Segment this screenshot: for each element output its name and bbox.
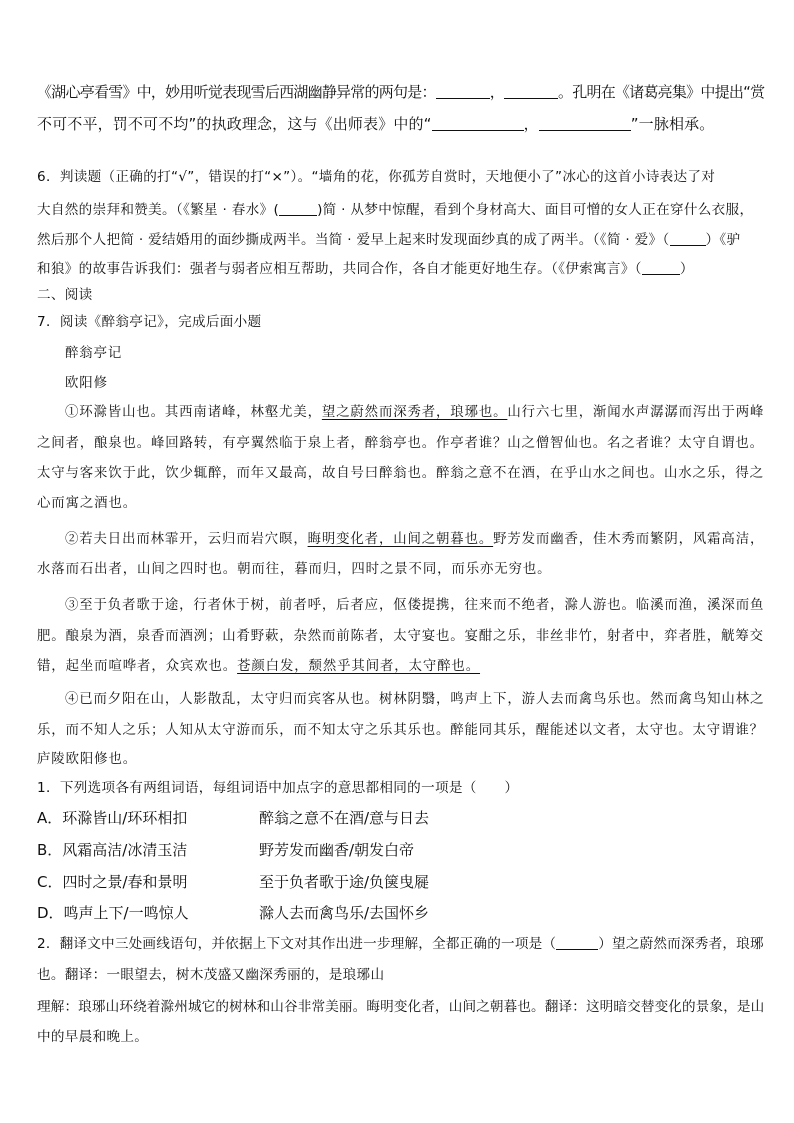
q6-line-2: 大自然的崇拜和赞美。（《繁星 · 春水》( )简 · 从梦中惊醒，看到个身材高大、面目可憎的女人正在穿什么衣服，	[37, 202, 754, 218]
question-text: ”一脉相承。	[630, 115, 715, 133]
underlined-sentence: 晦明变化者，山间之朝暮也。	[307, 532, 494, 547]
essay-p2-line: 水落而石出者，山间之四时也。朝而往，暮而归，四时之景不同，而乐亦无穷也。	[37, 562, 552, 577]
essay-author: 欧阳修	[65, 376, 108, 391]
answer-blank[interactable]	[539, 116, 631, 131]
option-b[interactable]: B．风霜高洁/冰清玉洁 野芳发而幽香/朝发白帝	[37, 841, 415, 859]
essay-p1-line: ①环滁皆山也。其西南诸峰，林壑尤美，望之蔚然而深秀者，琅琊也。山行六七里，渐闻水声潺潺而泻出于两峰	[65, 405, 765, 420]
question-text: 《湖心亭看雪》中，妙用听觉表现雪后西湖幽静异常的两句是：	[37, 83, 436, 101]
question-text: 不可不平，罚不可不均”的执政理念，这与《出师表》中的“	[37, 115, 432, 133]
essay-p4-line: ④已而夕阳在山，人影散乱，太守归而宾客从也。树林阴翳，鸣声上下，游人去而禽鸟乐也。然而禽鸟知山林之	[65, 692, 765, 707]
section-heading: 二、阅读	[37, 287, 93, 303]
essay-p3-line: 错，起坐而喧哗者，众宾欢也。苍颜白发，颓然乎其间者，太守醉也。	[37, 659, 481, 674]
essay-title: 醉翁亭记	[65, 346, 123, 361]
fill-blank-line-1: 《湖心亭看雪》中，妙用听觉表现雪后西湖幽静异常的两句是： ， 。孔明在《诸葛亮集》中提出“赏	[37, 83, 765, 101]
sub2-line-2: 也。翻译：一眼望去，树木茂盛又幽深秀丽的，是琅琊山	[37, 967, 385, 983]
underlined-sentence: 苍颜白发，颓然乎其间者，太守醉也。	[237, 659, 481, 674]
answer-blank[interactable]	[642, 260, 680, 275]
option-d[interactable]: D．鸣声上下/一鸣惊人 滁人去而禽鸟乐/去国怀乡	[37, 904, 430, 922]
sub1-stem: 1．下列选项各有两组词语，每组词语中加点字的意思都相同的一项是（ ）	[37, 780, 519, 796]
essay-p4-line: 乐，而不知人之乐；人知从太守游而乐，而不知太守之乐其乐也。醉能同其乐，醒能述以文者，太守也。太守谓谁？	[37, 723, 764, 738]
essay-p1-line: 心而寓之酒也。	[37, 496, 138, 511]
q6-line-3: 然后那个人把简 · 爱结婚用的面纱撕成两半。当简 · 爱早上起来时发现面纱真的成了两半。（《简 · 爱》（ ）《驴	[37, 232, 741, 248]
answer-blank[interactable]	[436, 84, 490, 99]
sub2-line-3: 理解：琅琊山环绕着滁州城它的树林和山谷非常美丽。晦明变化者，山间之朝暮也。翻译：这明暗交替变化的景象，是山	[37, 999, 765, 1015]
q6-line-1: 6．判读题（正确的打“√”，错误的打“×”）。“墙角的花，你孤芳自赏时，天地便小了”冰心的这首小诗表达了对	[37, 169, 716, 185]
answer-blank[interactable]	[504, 84, 558, 99]
q7-stem: 7．阅读《醉翁亭记》，完成后面小题	[37, 314, 262, 330]
essay-p3-line: ③至于负者歌于途，行者休于树，前者呼，后者应，伛偻提携，往来而不绝者，滁人游也。临溪而渔，溪深而鱼	[65, 598, 765, 613]
fill-blank-line-2: 不可不平，罚不可不均”的执政理念，这与《出师表》中的“ ， ”一脉相承。	[37, 115, 715, 133]
answer-blank[interactable]	[670, 231, 706, 246]
essay-p1-line: 太守与客来饮于此，饮少辄醉，而年又最高，故自号曰醉翁也。醉翁之意不在酒，在乎山水之间也。山水之乐，得之	[37, 466, 764, 481]
sub2-line-1: 2．翻译文中三处画线语句，并依据上下文对其作出进一步理解，全都正确的一项是（ ）望之蔚然而深秀者，琅琊	[37, 936, 764, 952]
essay-p2-line: ②若夫日出而林霏开，云归而岩穴暝，晦明变化者，山间之朝暮也。野芳发而幽香，佳木秀而繁阴，风霜高洁，	[65, 532, 765, 547]
underlined-sentence: 望之蔚然而深秀者，琅琊也。	[321, 405, 508, 420]
answer-blank[interactable]	[432, 116, 524, 131]
essay-p1-line: 之间者，酿泉也。峰回路转，有亭翼然临于泉上者，醉翁亭也。作亭者谁？山之僧智仙也。名之者谁？太守自谓也。	[37, 436, 764, 451]
question-text: 。孔明在《诸葛亮集》中提出“赏	[558, 83, 765, 101]
essay-p3-line: 肥。酿泉为酒，泉香而酒洌；山肴野蔌，杂然而前陈者，太守宴也。宴酣之乐，非丝非竹，射者中，弈者胜，觥筹交	[37, 629, 764, 644]
answer-blank[interactable]	[556, 935, 598, 950]
sub2-line-4: 中的早晨和晚上。	[37, 1029, 149, 1045]
q6-line-4: 和狼》的故事告诉我们：强者与弱者应相互帮助，共同合作，各自才能更好地生存。（《伊索寓言》（ ）	[37, 261, 694, 277]
answer-blank[interactable]	[279, 201, 317, 216]
option-c[interactable]: C．四时之景/春和景明 至于负者歌于途/负箧曳屣	[37, 873, 430, 891]
option-a[interactable]: A．环滁皆山/环环相扣 醉翁之意不在酒/意与日去	[37, 809, 430, 827]
essay-p4-line: 庐陵欧阳修也。	[37, 752, 138, 767]
